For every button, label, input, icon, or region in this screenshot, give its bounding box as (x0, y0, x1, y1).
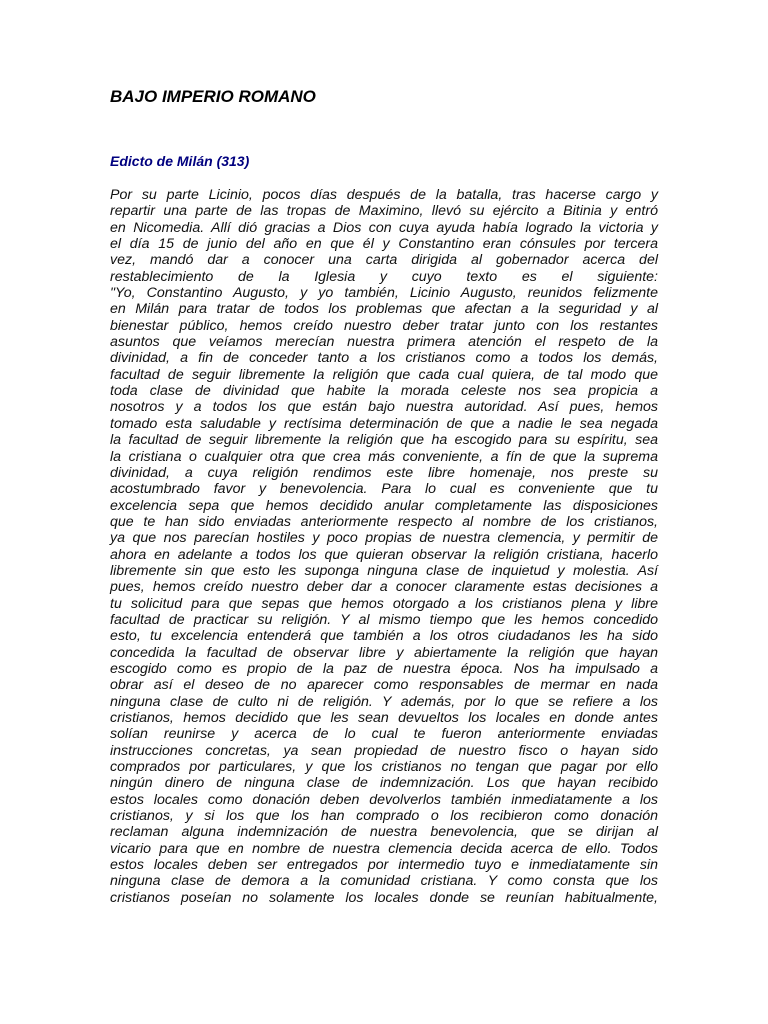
body-text-line: esto, tu excelencia entenderá que también a los otros ciudadanos les ha sido (110, 628, 658, 645)
body-text-line: obrar así el deseo de no aparecer como responsables de mermar en nada (110, 677, 658, 694)
body-text-line: tu solicitud para que sepas que hemos otorgado a los cristianos plena y libre (110, 595, 658, 612)
body-text-line: en Nicomedia. Allí dió gracias a Dios con cuya ayuda había logrado la victoria y (110, 219, 658, 236)
body-text-line: cristianos, y si los que los han comprado o los recibieron como donación (110, 808, 658, 825)
body-text-line: "Yo, Constantino Augusto, y yo también, Licinio Augusto, reunidos felizmente (110, 285, 658, 302)
body-text-line: acostumbrado favor y benevolencia. Para lo cual es conveniente que tu (110, 481, 658, 498)
body-text-line: concedida la facultad de observar libre y abiertamente la religión que hayan (110, 644, 658, 661)
body-text-line: asuntos que veíamos merecían nuestra primera atención el respeto de la (110, 334, 658, 351)
document-title: BAJO IMPERIO ROMANO (110, 87, 316, 106)
body-text-line: divinidad, a fin de conceder tanto a los cristianos como a todos los demás, (110, 350, 658, 367)
body-text-line: toda clase de divinidad que habite la morada celeste nos sea propicia a (110, 383, 658, 400)
body-text-line: la facultad de seguir libremente la religión que ha escogido para su espíritu, sea (110, 432, 658, 449)
body-text-line: que te han sido enviadas anteriormente respecto al nombre de los cristianos, (110, 513, 658, 530)
body-text-line: bienestar público, hemos creído nuestro deber tratar junto con los restantes (110, 317, 658, 334)
body-text-line: excelencia sepa que hemos decidido anular completamente las disposiciones (110, 497, 658, 514)
body-text-line: cristianos, hemos decidido que les sean devueltos los locales en donde antes (110, 710, 658, 726)
body-text-line: ninguna clase de culto ni de religión. Y además, por lo que se refiere a los (110, 693, 658, 710)
body-paragraph (110, 187, 658, 906)
body-text-line: en Milán para tratar de todos los problemas que afectan a la seguridad y al (110, 301, 658, 318)
body-text-line: ninguna clase de demora a la comunidad cristiana. Y como consta que los (110, 873, 658, 890)
body-text-line: solían reunirse y acerca de lo cual te fueron anteriormente enviadas (110, 726, 658, 743)
body-text-line: facultad de practicar su religión. Y al mismo tiempo que les hemos concedido (110, 611, 658, 628)
body-text-line: el día 15 de junio del año en que él y Constantino eran cónsules por tercera (110, 236, 658, 253)
body-text-line: nosotros y a todos los que están bajo nuestra autoridad. Así pues, hemos (110, 399, 658, 416)
body-text-line: reclaman alguna indemnización de nuestra benevolencia, que se dirijan al (110, 824, 658, 841)
body-text-line: la cristiana o cualquier otra que crea más conveniente, a fín de que la suprema (110, 448, 658, 465)
body-text-line: estos locales deben ser entregados por intermedio tuyo e inmediatamente sin (110, 857, 658, 874)
body-text-line: restablecimiento de la Iglesia y cuyo texto es el siguiente: (110, 268, 658, 285)
body-text-line: libremente sin que esto les suponga ninguna clase de inquietud y molestia. Así (110, 562, 658, 579)
body-text-line: cristianos poseían no solamente los locales donde se reunían habitualmente, (110, 889, 658, 906)
body-text-line: facultad de seguir libremente la religión que cada cual quiera, de tal modo que (110, 366, 658, 383)
body-text-line: pues, hemos creído nuestro deber dar a conocer claramente estas decisiones a (110, 579, 658, 596)
section-heading: Edicto de Milán (313) (110, 153, 250, 169)
body-text-line: ya que nos parecían hostiles y poco propias de nuestra clemencia, y permitir de (110, 530, 658, 547)
body-text-line: tomado esta saludable y rectísima determinación de que a nadie le sea negada (110, 415, 658, 432)
body-text-line: vicario para que en nombre de nuestra clemencia decida acerca de ello. Todos (110, 840, 658, 857)
body-text-line: Por su parte Licinio, pocos días después de la batalla, tras hacerse cargo y (110, 187, 658, 203)
body-text-line: vez, mandó dar a conocer una carta dirigida al gobernador acerca del (110, 252, 658, 269)
body-text-line: estos locales como donación deben devolverlos también inmediatamente a los (110, 791, 658, 808)
body-text-line: divinidad, a cuya religión rendimos este libre homenaje, nos preste su (110, 464, 658, 481)
body-text-line: ningún dinero de ninguna clase de indemnización. Los que hayan recibido (110, 775, 658, 792)
body-text-line: instrucciones concretas, ya sean propiedad de nuestro fisco o hayan sido (110, 742, 658, 759)
body-text-line: ahora en adelante a todos los que quieran observar la religión cristiana, hacerlo (110, 546, 658, 563)
body-text-line: comprados por particulares, y que los cristianos no tengan que pagar por ello (110, 759, 658, 776)
body-text-line: repartir una parte de las tropas de Maximino, llevó su ejército a Bitinia y entró (110, 203, 658, 220)
body-text-line: escogido como es propio de la paz de nuestra época. Nos ha impulsado a (110, 660, 658, 677)
